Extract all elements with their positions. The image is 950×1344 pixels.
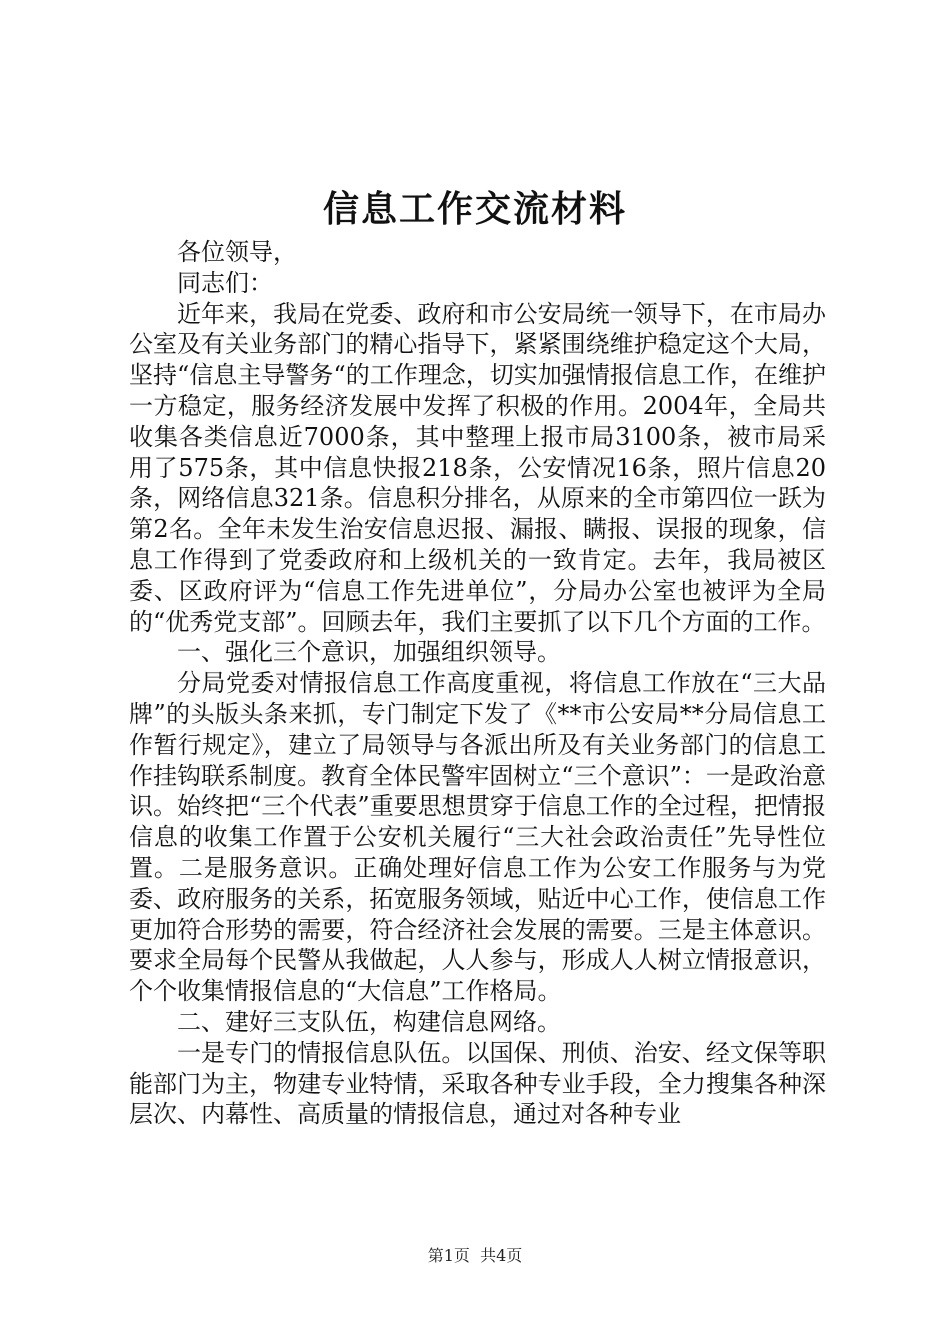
section-heading-2: 二、建好三支队伍，构建信息网络。	[177, 1007, 561, 1036]
page-total: 共4页	[480, 1246, 523, 1265]
document-body	[129, 237, 826, 1130]
salutation-leaders: 各位领导，	[177, 238, 297, 266]
page-footer	[0, 1244, 950, 1268]
section-1-paragraph: 分局党委对情报信息工作高度重视，将信息工作放在“三大品牌”的头版头条来抓，专门制定下发了《**市公安局**分局信息工作暂行规定》，建立了局领导与各派出所及有关业务部门的信息工作挂钩联系制度。教育全体民警牢固树立“三个意识”：一是政治意识。始终把“三个代表”重要思想贯穿于信息工作的全过程，把情报信息的收集工作置于公安机关履行“三大社会政治责任”先导性位置。二是服务意识。正确处理好信息工作为公安工作服务与为党委、政府服务的关系，拓宽服务领域，贴近中心工作，使信息工作更加符合形势的需要，符合经济社会发展的需要。三是主体意识。要求全局每个民警从我做起，人人参与，形成人人树立情报意识，个个收集情报信息的“大信息”工作格局。	[129, 669, 826, 1006]
page-number: 第1页	[427, 1246, 470, 1265]
section-2-paragraph: 一是专门的情报信息队伍。以国保、刑侦、治安、经文保等职能部门为主，物建专业特情，采取各种专业手段，全力搜集各种深层次、内幕性、高质量的情报信息，通过对各种专业	[129, 1038, 826, 1129]
section-heading-1: 一、强化三个意识，加强组织领导。	[177, 638, 561, 667]
document-title: 信息工作交流材料	[322, 188, 627, 230]
salutation-comrades: 同志们：	[177, 268, 273, 297]
intro-paragraph: 近年来，我局在党委、政府和市公安局统一领导下，在市局办公室及有关业务部门的精心指导下，紧紧围绕维护稳定这个大局，坚持“信息主导警务“的工作理念，切实加强情报信息工作，在维护一方稳定，服务经济发展中发挥了积极的作用。2004年，全局共收集各类信息近7000条，其中整理上报市局3100条，被市局采用了575条，其中信息快报218条，公安情况16条，照片信息20条，网络信息321条。信息积分排名，从原来的全市第四位一跃为第2名。全年未发生治安信息迟报、漏报、瞒报、误报的现象，信息工作得到了党委政府和上级机关的一致肯定。去年，我局被区委、区政府评为“信息工作先进单位”，分局办公室也被评为全局的“优秀党支部”。回顾去年，我们主要抓了以下几个方面的工作。	[129, 299, 826, 636]
